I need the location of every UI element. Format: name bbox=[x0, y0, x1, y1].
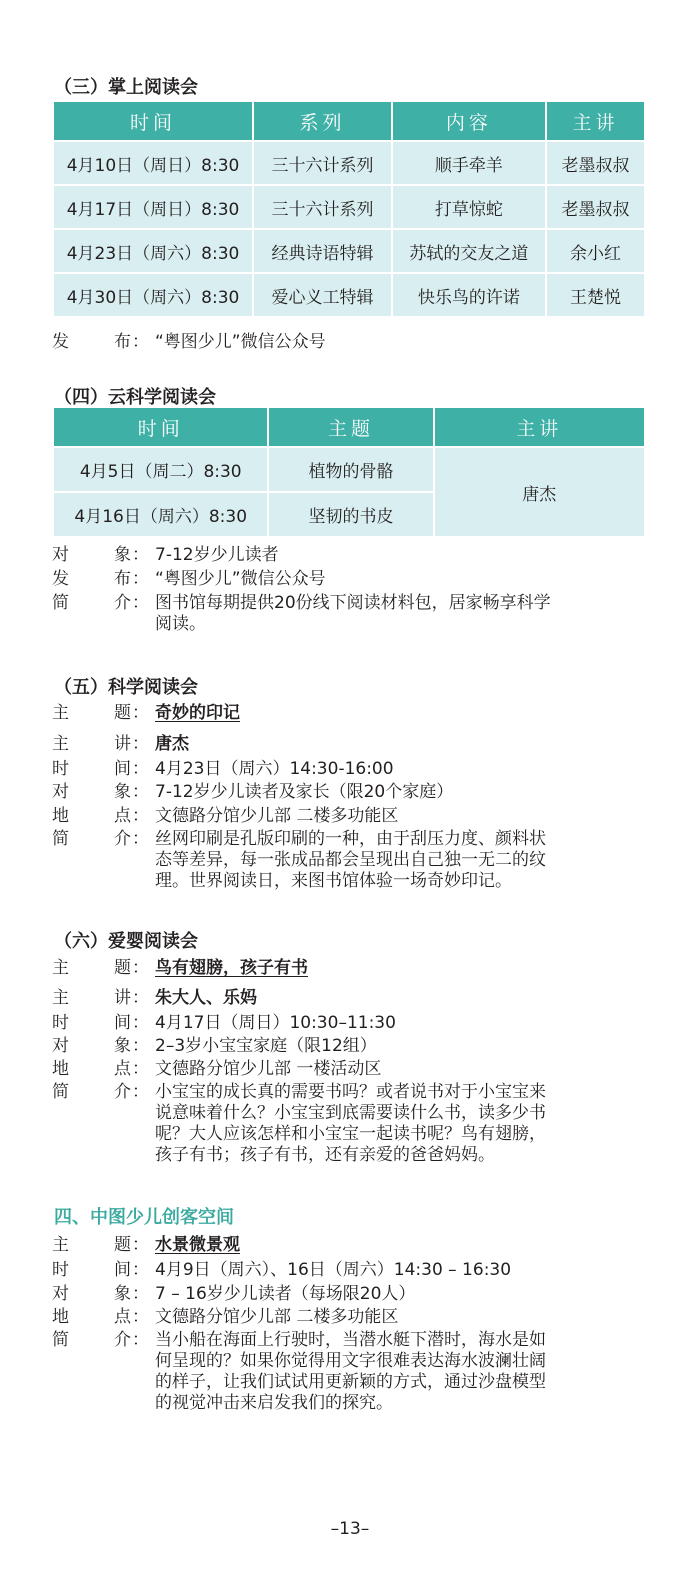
cell-time: 4月30日（周六）8:30 bbox=[54, 274, 252, 316]
section-title-3: （三）掌上阅读会 bbox=[54, 77, 198, 98]
cell-content: 苏轼的交友之道 bbox=[393, 230, 545, 272]
place-value: 文德路分馆少儿部 二楼多功能区 bbox=[155, 1307, 399, 1327]
cell-time: 4月10日（周日）8:30 bbox=[54, 142, 252, 184]
table-row bbox=[54, 274, 644, 316]
header-speaker: 主讲 bbox=[547, 102, 644, 140]
place-value: 文德路分馆少儿部 一楼活动区 bbox=[155, 1059, 382, 1079]
section-title-5: （五）科学阅读会 bbox=[54, 677, 198, 698]
table-header-row bbox=[54, 102, 644, 140]
table-row bbox=[54, 448, 644, 491]
cell-topic: 坚韧的书皮 bbox=[269, 493, 432, 536]
intro-value: 小宝宝的成长真的需要书吗？或者说书对于小宝宝来 说意味着什么？小宝宝到底需要读什么书，读多少书 呢？大人应该怎样和小宝宝一起读书呢？鸟有翅膀， 孩子有书；孩子有书，还有亲爱的爸爸妈妈。 bbox=[155, 1082, 546, 1165]
cell-speaker: 老墨叔叔 bbox=[547, 142, 644, 184]
place-value: 文德路分馆少儿部 二楼多功能区 bbox=[155, 806, 399, 826]
intro-value: 当小船在海面上行驶时，当潜水艇下潜时，海水是如 何呈现的？如果你觉得用文字很难表达海水波澜壮阔 的样子，让我们试试用更新颖的方式，通过沙盘模型 的视觉冲击来启发我们的探究。 bbox=[155, 1330, 546, 1413]
cell-series: 爱心义工特辑 bbox=[254, 274, 391, 316]
section-title-6: （六）爱婴阅读会 bbox=[54, 931, 198, 952]
audience-value: 7-12岁少儿读者及家长（限20个家庭） bbox=[155, 782, 454, 802]
cell-speaker: 唐杰 bbox=[435, 448, 644, 536]
cell-topic: 植物的骨骼 bbox=[269, 448, 432, 491]
schedule-table-3 bbox=[52, 100, 646, 318]
intro-value: 图书馆每期提供20份线下阅读材料包，居家畅享科学 阅读。 bbox=[155, 593, 551, 634]
header-content: 内容 bbox=[393, 102, 545, 140]
page-number: –13– bbox=[330, 1519, 370, 1539]
cell-series: 三十六计系列 bbox=[254, 186, 391, 228]
topic-value: 鸟有翅膀，孩子有书 bbox=[155, 958, 308, 978]
cell-content: 打草惊蛇 bbox=[393, 186, 545, 228]
cell-time: 4月23日（周六）8:30 bbox=[54, 230, 252, 272]
topic-value: 水景微景观 bbox=[155, 1235, 240, 1255]
section-title-4: （四）云科学阅读会 bbox=[54, 387, 216, 408]
cell-series: 三十六计系列 bbox=[254, 142, 391, 184]
schedule-table-4 bbox=[52, 406, 646, 538]
cell-time: 4月5日（周二）8:30 bbox=[54, 448, 267, 491]
table-row bbox=[54, 230, 644, 272]
speaker-value: 唐杰 bbox=[155, 734, 189, 754]
table-row bbox=[54, 186, 644, 228]
header-series: 系列 bbox=[254, 102, 391, 140]
cell-speaker: 王楚悦 bbox=[547, 274, 644, 316]
page: （三）掌上阅读会 时间 系列 内容 主讲 4月10日（周日）8:30 三十六计系列 顺手牵羊 老墨叔叔 4月17日（周日）8:30 三十六计系列 打草惊蛇 老墨叔叔 4月23日（周六）8:30 经典诗语特辑 苏轼的交友之道 余小红 4月30日（周六）8:30 爱心义工特辑 快乐鸟的许诺 王楚悦 发 布 ： “粤图少儿”微信公众号 （四）云科学阅读会 时间 主题 主讲 4月5日（周二）8:30 植物的骨骼 唐杰 4月16日（周六）8:30 坚韧的书皮 对 象 ： 7-12岁少儿读者 发 布 ： “粤图少儿”微信公众号 简 介 ： 图书馆每期提供20份线下阅读材料包，居家畅享科学 阅读。 （五）科学阅读会 主 题 ： 奇妙的印记 主 讲 ： 唐杰 时 间 ： 4月23日（周六）14:30-16:00 对 象 ： 7-12岁少儿读者及家长（限20个家庭） 地 点 ： 文德路分馆少儿部 二楼多功能区 简 介 ： 丝网印刷是孔版印刷的一种，由于刮压力度、颜料状 态等差异，每一张成品都会呈现出自己独一无二的纹 理。世界阅读日，来图书馆体验一场奇妙印记。 （六）爱婴阅读会 主 题 ： 鸟有翅膀，孩子有书 主 讲 ： 朱大人、乐妈 时 间 ： 4月17日（周日）10:30–11:30 对 象 ： 2–3岁小宝宝家庭（限12组） 地 点 ： 文德路分馆少儿部 一楼活动区 简 介 ： 小宝宝的成长真的需要书吗？或者说书对于小宝宝来 说意味着什么？小宝宝到底需要读什么书，读多少书 呢？大人应该怎样和小宝宝一起读书呢？鸟有翅膀， 孩子有书；孩子有书，还有亲爱的爸爸妈妈。 四、中图少儿创客空间 主 题 ： 水景微景观 时 间 ： 4月9日（周六）、16日（周六）14:30 – 16:30 对 象 ： 7 – 16岁少儿读者（每场限20人） 地 点 ： 文德路分馆少儿部 二楼多功能区 简 介 ： 当小船在海面上行驶时，当潜水艇下潜时，海水是如 何呈现的？如果你觉得用文字很难表达海水波澜壮阔 的样子，让我们试试用更新颖的方式，通过沙盘模型 的视觉冲击来启发我们的探究。 –13– bbox=[0, 0, 700, 1577]
audience-value: 7 – 16岁少儿读者（每场限20人） bbox=[155, 1284, 416, 1304]
cell-speaker: 余小红 bbox=[547, 230, 644, 272]
table-row bbox=[54, 142, 644, 184]
time-value: 4月23日（周六）14:30-16:00 bbox=[155, 759, 394, 779]
audience-value: 2–3岁小宝宝家庭（限12组） bbox=[155, 1036, 377, 1056]
publish-value: “粤图少儿”微信公众号 bbox=[155, 332, 326, 352]
topic-value: 奇妙的印记 bbox=[155, 703, 240, 723]
cell-content: 顺手牵羊 bbox=[393, 142, 545, 184]
header-time: 时间 bbox=[54, 102, 252, 140]
section-title-maker-space: 四、中图少儿创客空间 bbox=[54, 1207, 234, 1228]
intro-value: 丝网印刷是孔版印刷的一种，由于刮压力度、颜料状 态等差异，每一张成品都会呈现出自己独一无二的纹 理。世界阅读日，来图书馆体验一场奇妙印记。 bbox=[155, 829, 546, 891]
table-header-row bbox=[54, 408, 644, 446]
cell-time: 4月16日（周六）8:30 bbox=[54, 493, 267, 536]
time-value: 4月17日（周日）10:30–11:30 bbox=[155, 1013, 396, 1033]
publish-value: “粤图少儿”微信公众号 bbox=[155, 569, 326, 589]
header-time: 时间 bbox=[54, 408, 267, 446]
header-topic: 主题 bbox=[269, 408, 432, 446]
cell-time: 4月17日（周日）8:30 bbox=[54, 186, 252, 228]
cell-content: 快乐鸟的许诺 bbox=[393, 274, 545, 316]
header-speaker: 主讲 bbox=[435, 408, 644, 446]
speaker-value: 朱大人、乐妈 bbox=[155, 988, 257, 1008]
time-value: 4月9日（周六）、16日（周六）14:30 – 16:30 bbox=[155, 1260, 512, 1280]
cell-speaker: 老墨叔叔 bbox=[547, 186, 644, 228]
audience-value: 7-12岁少儿读者 bbox=[155, 545, 279, 565]
cell-series: 经典诗语特辑 bbox=[254, 230, 391, 272]
